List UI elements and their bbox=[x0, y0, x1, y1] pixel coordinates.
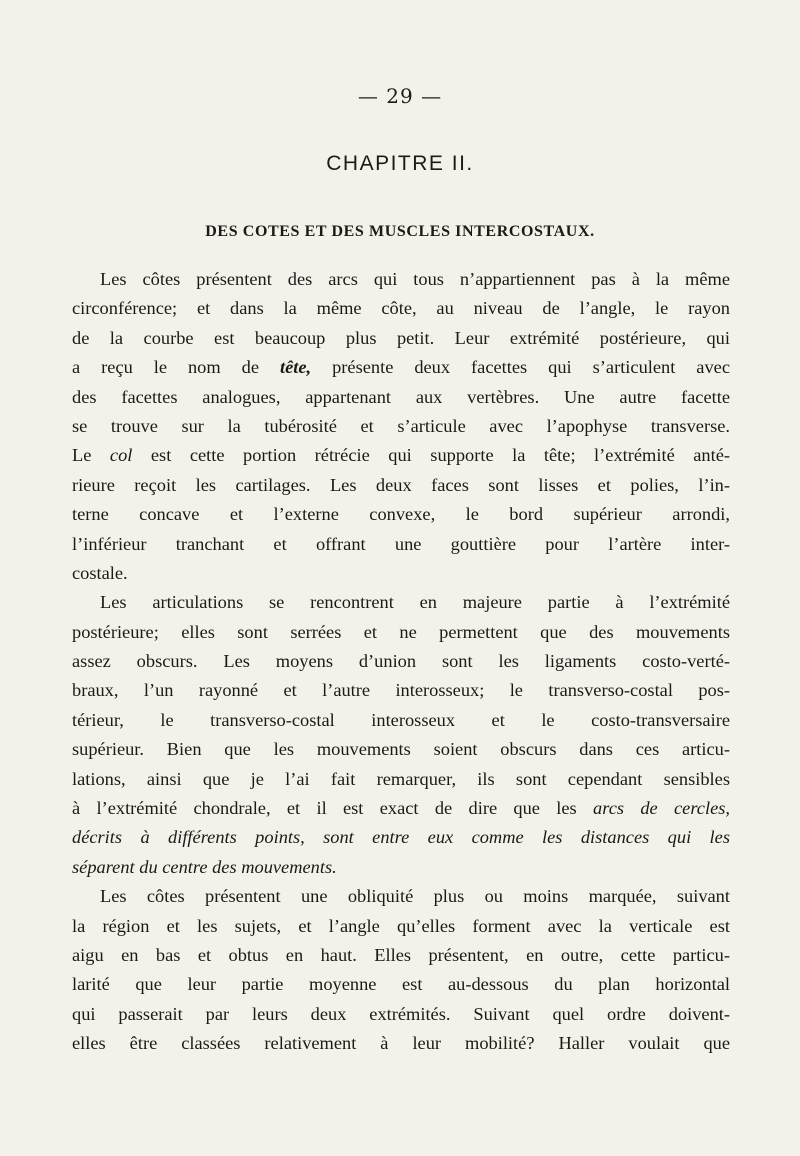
text-run: arcs de cercles, bbox=[593, 798, 730, 819]
text-line bbox=[72, 941, 730, 970]
text-line bbox=[72, 265, 730, 294]
text-run: Les côtes présentent des arcs qui tous n’appartiennent pas à la même bbox=[100, 269, 730, 289]
text-run: tête, bbox=[279, 357, 312, 378]
text-run: aigu en bas et obtus en haut. Elles présentent, en outre, cette particu- bbox=[72, 944, 730, 965]
text-run: assez obscurs. Les moyens d’union sont les ligaments costo-verté- bbox=[72, 651, 730, 672]
text-run: terne concave et l’externe convexe, le bord supérieur arrondi, bbox=[72, 504, 730, 525]
text-line bbox=[72, 765, 730, 794]
text-line bbox=[72, 647, 730, 676]
text-line bbox=[72, 1029, 730, 1058]
text-line bbox=[72, 676, 730, 705]
text-run: rieure reçoit les cartilages. Les deux faces sont lisses et polies, l’in- bbox=[72, 474, 730, 495]
text-run: lations, ainsi que je l’ai fait remarquer, ils sont cependant sensibles bbox=[72, 768, 730, 789]
chapter-title: CHAPITRE II. bbox=[326, 152, 474, 175]
text-run: térieur, le transverso-costal interosseux et le costo-transversaire bbox=[72, 709, 730, 730]
text-run: décrits à différents points, sont entre eux comme les distances qui les bbox=[72, 827, 730, 848]
text-run: Les articulations se rencontrent en majeure partie à l’extrémité bbox=[100, 592, 730, 613]
text-line bbox=[72, 618, 730, 647]
text-run: se trouve sur la tubérosité et s’articule avec l’apophyse transverse. bbox=[72, 415, 730, 436]
text-line bbox=[72, 1000, 730, 1029]
text-line bbox=[72, 912, 730, 941]
text-run: Le bbox=[72, 445, 110, 466]
text-line bbox=[72, 882, 730, 911]
text-line bbox=[72, 706, 730, 735]
text-run: postérieure; elles sont serrées et ne permettent que des mouvements bbox=[72, 621, 730, 642]
text-line bbox=[72, 353, 730, 382]
text-line bbox=[72, 471, 730, 500]
text-line bbox=[72, 412, 730, 441]
text-line bbox=[72, 294, 730, 323]
text-line bbox=[72, 383, 730, 412]
body-text bbox=[72, 265, 730, 1059]
text-run: à l’extrémité chondrale, et il est exact de dire que les bbox=[72, 798, 594, 819]
text-line bbox=[72, 530, 730, 559]
text-run: a reçu le nom de bbox=[72, 357, 280, 378]
section-heading: DES COTES ET DES MUSCLES INTERCOSTAUX. bbox=[205, 223, 595, 240]
text-line bbox=[72, 324, 730, 353]
text-run: qui passerait par leurs deux extrémités. Suivant quel ordre doivent- bbox=[72, 1003, 730, 1024]
text-line bbox=[72, 588, 730, 617]
text-line bbox=[72, 500, 730, 529]
text-run: elles être classées relativement à leur mobilité? Haller voulait que bbox=[72, 1033, 730, 1054]
text-run: présente deux facettes qui s’articulent avec bbox=[311, 357, 730, 378]
text-run: Les côtes présentent une obliquité plus ou moins marquée, suivant bbox=[100, 886, 730, 907]
text-run: des facettes analogues, appartenant aux vertèbres. Une autre facette bbox=[72, 386, 730, 407]
text-run: circonférence; et dans la même côte, au niveau de l’angle, le rayon bbox=[72, 298, 730, 319]
text-line bbox=[72, 735, 730, 764]
text-line bbox=[72, 853, 730, 882]
text-line bbox=[72, 559, 730, 588]
text-run: supérieur. Bien que les mouvements soient obscurs dans ces articu- bbox=[72, 739, 730, 760]
text-line bbox=[72, 441, 730, 470]
text-run: braux, l’un rayonné et l’autre interosseux; le transverso-costal pos- bbox=[72, 680, 730, 701]
text-run: col bbox=[109, 445, 133, 466]
text-line bbox=[72, 823, 730, 852]
text-run: de la courbe est beaucoup plus petit. Leur extrémité postérieure, qui bbox=[72, 327, 730, 348]
page-number: — 29 — bbox=[357, 84, 443, 108]
text-run: séparent du centre des mouvements. bbox=[72, 856, 337, 877]
text-line bbox=[72, 970, 730, 999]
text-run: larité que leur partie moyenne est au-dessous du plan horizontal bbox=[72, 974, 730, 995]
text-run: l’inférieur tranchant et offrant une gouttière pour l’artère inter- bbox=[72, 533, 730, 554]
text-line bbox=[72, 794, 730, 823]
text-run: costale. bbox=[72, 562, 128, 583]
text-run: est cette portion rétrécie qui supporte la tête; l’extrémité anté- bbox=[132, 445, 730, 466]
text-run: la région et les sujets, et l’angle qu’elles forment avec la verticale est bbox=[72, 915, 730, 936]
